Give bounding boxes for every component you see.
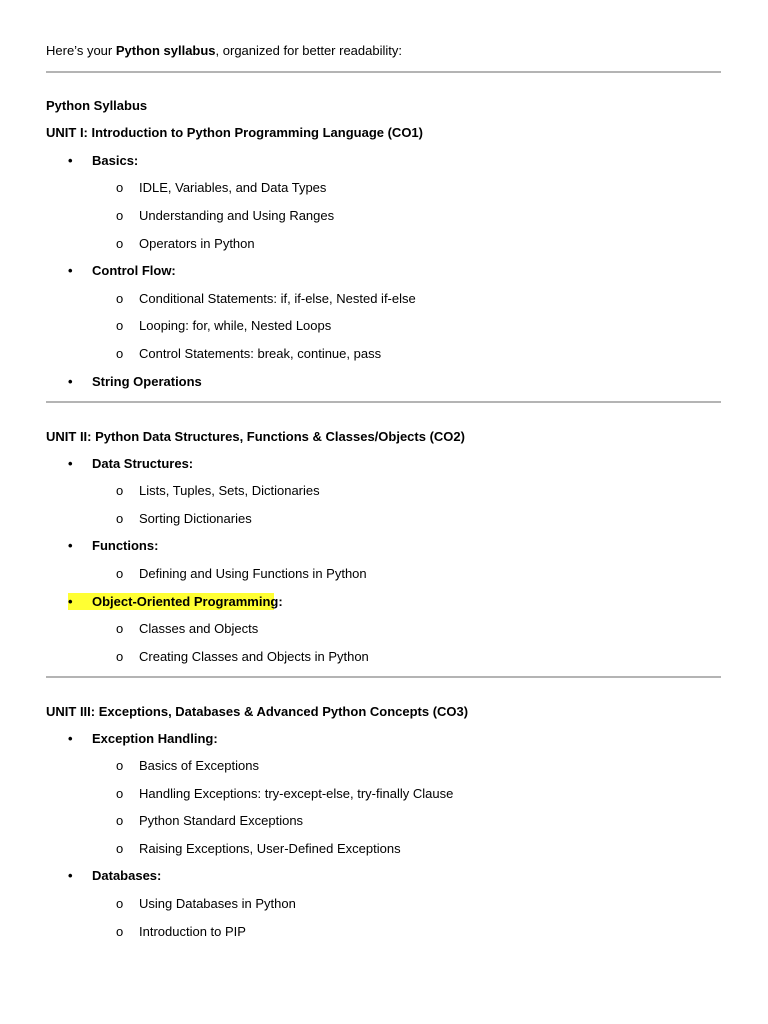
- topic-label: Databases:: [92, 868, 162, 883]
- subtopic-item: [0, 757, 768, 775]
- topic-item: [0, 262, 768, 280]
- sub-bullet-marker: o: [116, 346, 124, 361]
- bullet-marker: •: [68, 456, 73, 471]
- topic-label: Functions:: [92, 538, 159, 553]
- topic-item: [0, 373, 768, 391]
- sub-bullet-marker: o: [116, 649, 124, 664]
- bullet-marker: •: [68, 538, 73, 553]
- sub-bullet-marker: o: [116, 291, 124, 306]
- sub-bullet-marker: o: [116, 566, 124, 581]
- subtopic-label: IDLE, Variables, and Data Types: [139, 180, 327, 195]
- intro-bold: Python syllabus: [115, 43, 216, 58]
- sub-bullet-marker: o: [116, 896, 124, 911]
- subtopic-item: [0, 510, 768, 528]
- subtopic-label: Classes and Objects: [139, 621, 259, 636]
- intro-line: [0, 42, 768, 60]
- subtopic-item: [0, 290, 768, 308]
- subtopic-item: [0, 565, 768, 583]
- sub-bullet-marker: o: [116, 180, 124, 195]
- topic-item: [0, 867, 768, 885]
- bullet-marker: •: [68, 374, 73, 389]
- sub-bullet-marker: o: [116, 236, 124, 251]
- subtopic-label: Raising Exceptions, User-Defined Exceptions: [139, 841, 401, 856]
- horizontal-rule: [46, 676, 721, 678]
- doc-title: Python Syllabus: [46, 98, 148, 113]
- bullet-marker: •: [68, 263, 73, 278]
- subtopic-label: Handling Exceptions: try-except-else, try-finally Clause: [139, 786, 454, 801]
- subtopic-label: Defining and Using Functions in Python: [139, 566, 367, 581]
- subtopic-item: [0, 207, 768, 225]
- subtopic-label: Creating Classes and Objects in Python: [139, 649, 369, 664]
- doc-title-line: [0, 97, 768, 115]
- unit-heading: [0, 428, 768, 446]
- horizontal-rule: [46, 71, 721, 73]
- subtopic-item: [0, 620, 768, 638]
- topic-label: Basics:: [92, 153, 139, 168]
- sub-bullet-marker: o: [116, 813, 124, 828]
- topic-item-highlighted: [0, 593, 768, 611]
- sub-bullet-marker: o: [116, 621, 124, 636]
- subtopic-label: Sorting Dictionaries: [139, 511, 252, 526]
- topic-label: Exception Handling:: [92, 731, 218, 746]
- subtopic-item: [0, 345, 768, 363]
- sub-bullet-marker: o: [116, 924, 124, 939]
- subtopic-item: [0, 785, 768, 803]
- unit-heading: [0, 124, 768, 142]
- subtopic-label: Lists, Tuples, Sets, Dictionaries: [139, 483, 320, 498]
- unit-title: UNIT II: Python Data Structures, Functions & Classes/Objects (CO2): [46, 429, 465, 444]
- bullet-marker: •: [68, 731, 73, 746]
- topic-item: [0, 152, 768, 170]
- subtopic-label: Python Standard Exceptions: [139, 813, 304, 828]
- bullet-marker: •: [68, 594, 73, 609]
- bullet-marker: •: [68, 153, 73, 168]
- intro-suffix: , organized for better readability:: [215, 43, 402, 58]
- topic-item: [0, 537, 768, 555]
- subtopic-label: Conditional Statements: if, if-else, Nested if-else: [139, 291, 416, 306]
- sub-bullet-marker: o: [116, 841, 124, 856]
- subtopic-label: Understanding and Using Ranges: [139, 208, 335, 223]
- subtopic-label: Control Statements: break, continue, pass: [139, 346, 382, 361]
- subtopic-item: [0, 648, 768, 666]
- topic-label: String Operations: [92, 374, 202, 389]
- subtopic-label: Looping: for, while, Nested Loops: [139, 318, 332, 333]
- sub-bullet-marker: o: [116, 318, 124, 333]
- horizontal-rule: [46, 401, 721, 403]
- subtopic-item: [0, 235, 768, 253]
- sub-bullet-marker: o: [116, 758, 124, 773]
- subtopic-label: Operators in Python: [139, 236, 255, 251]
- topic-label: Object-Oriented Programming:: [92, 594, 283, 609]
- bullet-marker: •: [68, 868, 73, 883]
- subtopic-item: [0, 923, 768, 941]
- subtopic-item: [0, 812, 768, 830]
- topic-label: Data Structures:: [92, 456, 194, 471]
- subtopic-item: [0, 317, 768, 335]
- subtopic-item: [0, 482, 768, 500]
- unit-title: UNIT III: Exceptions, Databases & Advanced Python Concepts (CO3): [46, 704, 469, 719]
- sub-bullet-marker: o: [116, 511, 124, 526]
- topic-label: Control Flow:: [92, 263, 176, 278]
- subtopic-item: [0, 179, 768, 197]
- unit-title: UNIT I: Introduction to Python Programming Language (CO1): [46, 125, 423, 140]
- sub-bullet-marker: o: [116, 208, 124, 223]
- subtopic-item: [0, 840, 768, 858]
- topic-item: [0, 455, 768, 473]
- subtopic-label: Using Databases in Python: [139, 896, 296, 911]
- subtopic-item: [0, 895, 768, 913]
- sub-bullet-marker: o: [116, 483, 124, 498]
- subtopic-label: Introduction to PIP: [139, 924, 246, 939]
- subtopic-label: Basics of Exceptions: [139, 758, 259, 773]
- unit-heading: [0, 703, 768, 721]
- intro-prefix: Here’s your: [46, 43, 116, 58]
- topic-item: [0, 730, 768, 748]
- sub-bullet-marker: o: [116, 786, 124, 801]
- intro-text: [46, 42, 402, 60]
